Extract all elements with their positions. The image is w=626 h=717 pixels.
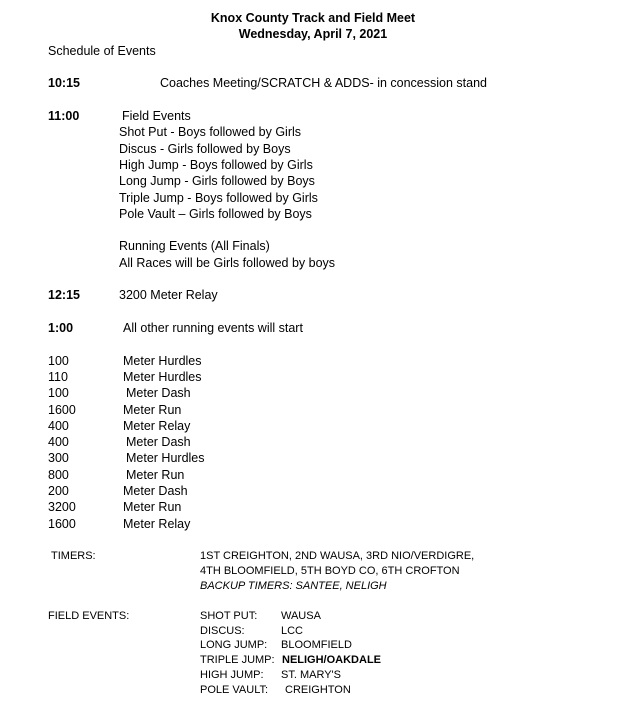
race-distance: 100 — [48, 354, 69, 368]
field-event-line: Shot Put - Boys followed by Girls — [119, 125, 302, 139]
race-event: Meter Dash — [123, 484, 188, 498]
schedule-label: Schedule of Events — [48, 44, 156, 58]
race-distance: 1600 — [48, 403, 76, 417]
backup-timers: BACKUP TIMERS: SANTEE, NELIGH — [200, 580, 387, 592]
race-event: Meter Run — [126, 468, 185, 482]
assignment-event: SHOT PUT: — [200, 610, 258, 622]
relay-3200-text: 3200 Meter Relay — [119, 288, 218, 302]
field-event-line: Triple Jump - Boys followed by Girls — [119, 191, 318, 205]
race-event: Meter Hurdles — [123, 370, 202, 384]
race-distance: 400 — [48, 435, 69, 449]
assignment-event: HIGH JUMP: — [200, 669, 264, 681]
assignment-event: TRIPLE JUMP: — [200, 654, 275, 666]
assignment-school: LCC — [281, 625, 304, 637]
race-event: Meter Relay — [123, 517, 191, 531]
field-events-label: FIELD EVENTS: — [48, 610, 130, 622]
assignment-school: BLOOMFIELD — [281, 639, 352, 651]
timers-line-1: 1ST CREIGHTON, 2ND WAUSA, 3RD NIO/VERDIGRE, — [200, 550, 475, 562]
race-distance: 300 — [48, 451, 69, 465]
field-event-line: High Jump - Boys followed by Girls — [119, 158, 313, 172]
assignment-school: CREIGHTON — [285, 684, 351, 696]
race-distance: 1600 — [48, 517, 76, 531]
race-distance: 800 — [48, 468, 69, 482]
race-event: Meter Dash — [126, 435, 191, 449]
field-events-heading: Field Events — [122, 109, 191, 123]
time-1100: 11:00 — [48, 109, 80, 123]
race-event: Meter Relay — [123, 419, 191, 433]
race-event: Meter Run — [123, 403, 182, 417]
race-event: Meter Hurdles — [126, 451, 205, 465]
assignment-school: ST. MARY'S — [281, 669, 341, 681]
assignment-event: LONG JUMP: — [200, 639, 268, 651]
assignment-school: NELIGH/OAKDALE — [282, 654, 381, 666]
running-events-note: All Races will be Girls followed by boys — [119, 256, 336, 270]
race-event: Meter Dash — [126, 386, 191, 400]
assignment-event: DISCUS: — [200, 625, 245, 637]
time-1015: 10:15 — [48, 76, 80, 90]
race-distance: 110 — [48, 370, 68, 384]
coaches-meeting-text: Coaches Meeting/SCRATCH & ADDS- in concession stand — [160, 76, 487, 90]
field-event-line: Discus - Girls followed by Boys — [119, 142, 291, 156]
timers-line-2: 4TH BLOOMFIELD, 5TH BOYD CO, 6TH CROFTON — [200, 565, 460, 577]
race-distance: 100 — [48, 386, 69, 400]
time-100: 1:00 — [48, 321, 74, 335]
time-1215: 12:15 — [48, 288, 80, 302]
running-start-text: All other running events will start — [123, 321, 303, 335]
race-event: Meter Run — [123, 500, 182, 514]
running-events-heading: Running Events (All Finals) — [119, 239, 270, 253]
assignment-event: POLE VAULT: — [200, 684, 269, 696]
race-distance: 3200 — [48, 500, 76, 514]
field-event-line: Long Jump - Girls followed by Boys — [119, 174, 315, 188]
race-distance: 200 — [48, 484, 69, 498]
document-title: Knox County Track and Field Meet — [210, 11, 416, 25]
race-event: Meter Hurdles — [123, 354, 202, 368]
document-date: Wednesday, April 7, 2021 — [238, 27, 388, 41]
timers-label: TIMERS: — [51, 550, 96, 562]
race-distance: 400 — [48, 419, 69, 433]
assignment-school: WAUSA — [281, 610, 321, 622]
field-event-line: Pole Vault – Girls followed by Boys — [119, 207, 312, 221]
